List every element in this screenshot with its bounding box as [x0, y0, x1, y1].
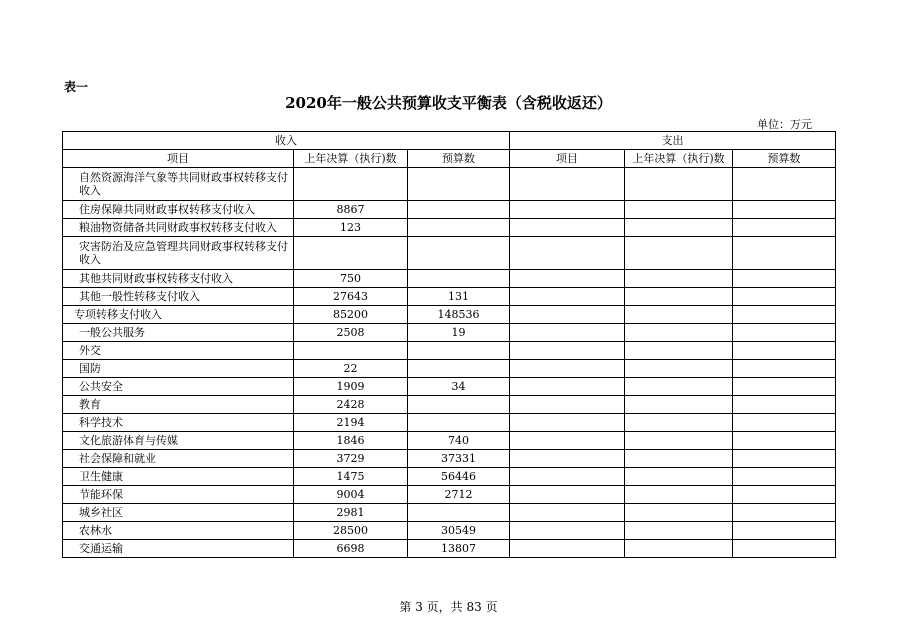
income-budget-cell: 37331 — [408, 450, 510, 468]
expense-budget-cell — [733, 219, 836, 237]
table-row — [63, 360, 836, 378]
income-item-cell: 其他共同财政事权转移支付收入 — [63, 270, 294, 288]
income-item-cell: 节能环保 — [63, 486, 294, 504]
income-prev-cell — [294, 237, 408, 270]
income-budget-cell: 2712 — [408, 486, 510, 504]
income-prev-cell: 9004 — [294, 486, 408, 504]
expense-item-cell — [510, 219, 625, 237]
income-prev-cell: 2194 — [294, 414, 408, 432]
income-budget-cell — [408, 342, 510, 360]
expense-item-cell — [510, 522, 625, 540]
table-row — [63, 540, 836, 558]
income-item-cell: 科学技术 — [63, 414, 294, 432]
income-budget-cell — [408, 237, 510, 270]
table-row — [63, 486, 836, 504]
income-budget-cell: 13807 — [408, 540, 510, 558]
income-item-cell: 城乡社区 — [63, 504, 294, 522]
income-item-cell: 专项转移支付收入 — [63, 306, 294, 324]
table-row — [63, 396, 836, 414]
income-budget-cell — [408, 504, 510, 522]
expense-prev-cell — [625, 288, 733, 306]
income-prev-cell: 2981 — [294, 504, 408, 522]
expense-budget-cell — [733, 168, 836, 201]
income-prev-header: 上年决算（执行)数 — [294, 150, 408, 168]
expense-item-cell — [510, 201, 625, 219]
section-header-row — [63, 132, 836, 150]
income-budget-cell — [408, 360, 510, 378]
income-budget-cell: 148536 — [408, 306, 510, 324]
income-prev-cell: 27643 — [294, 288, 408, 306]
income-prev-cell: 1909 — [294, 378, 408, 396]
expense-prev-cell — [625, 219, 733, 237]
income-prev-cell: 2428 — [294, 396, 408, 414]
expense-item-cell — [510, 342, 625, 360]
expense-item-cell — [510, 360, 625, 378]
expense-item-cell — [510, 324, 625, 342]
expense-prev-cell — [625, 378, 733, 396]
income-budget-cell — [408, 201, 510, 219]
expense-item-cell — [510, 237, 625, 270]
table-row — [63, 342, 836, 360]
income-prev-cell: 1846 — [294, 432, 408, 450]
expense-budget-cell — [733, 237, 836, 270]
expense-item-cell — [510, 168, 625, 201]
income-budget-cell — [408, 219, 510, 237]
income-item-cell: 社会保障和就业 — [63, 450, 294, 468]
income-item-cell: 公共安全 — [63, 378, 294, 396]
table-row — [63, 237, 836, 270]
table-row — [63, 270, 836, 288]
income-budget-cell — [408, 168, 510, 201]
income-budget-cell: 56446 — [408, 468, 510, 486]
unit-label: 单位：万元 — [757, 118, 812, 131]
expense-prev-cell — [625, 396, 733, 414]
expense-budget-cell — [733, 396, 836, 414]
table-label: 表一 — [64, 80, 89, 94]
income-budget-cell: 740 — [408, 432, 510, 450]
expense-prev-header: 上年决算（执行)数 — [625, 150, 733, 168]
income-budget-cell: 19 — [408, 324, 510, 342]
budget-table — [62, 131, 836, 558]
income-prev-cell: 750 — [294, 270, 408, 288]
income-budget-cell: 34 — [408, 378, 510, 396]
income-item-cell: 国防 — [63, 360, 294, 378]
expense-item-cell — [510, 486, 625, 504]
expense-item-header: 项目 — [510, 150, 625, 168]
income-prev-cell: 6698 — [294, 540, 408, 558]
expense-item-cell — [510, 270, 625, 288]
income-prev-cell: 8867 — [294, 201, 408, 219]
expense-budget-cell — [733, 432, 836, 450]
expense-prev-cell — [625, 504, 733, 522]
table-row — [63, 450, 836, 468]
expense-prev-cell — [625, 270, 733, 288]
expense-item-cell — [510, 540, 625, 558]
income-budget-cell: 131 — [408, 288, 510, 306]
table-row — [63, 288, 836, 306]
table-row — [63, 414, 836, 432]
expense-budget-cell — [733, 288, 836, 306]
income-item-cell: 自然资源海洋气象等共同财政事权转移支付收入 — [63, 168, 294, 201]
income-budget-cell — [408, 396, 510, 414]
expense-item-cell — [510, 288, 625, 306]
income-prev-cell: 85200 — [294, 306, 408, 324]
expense-prev-cell — [625, 432, 733, 450]
expense-budget-cell — [733, 540, 836, 558]
expense-item-cell — [510, 468, 625, 486]
income-item-cell: 灾害防治及应急管理共同财政事权转移支付收入 — [63, 237, 294, 270]
income-item-cell: 一般公共服务 — [63, 324, 294, 342]
expense-prev-cell — [625, 468, 733, 486]
expense-budget-cell — [733, 342, 836, 360]
expense-budget-cell — [733, 414, 836, 432]
column-header-row — [63, 150, 836, 168]
expense-prev-cell — [625, 486, 733, 504]
expense-budget-cell — [733, 468, 836, 486]
income-prev-cell: 3729 — [294, 450, 408, 468]
expense-item-cell — [510, 306, 625, 324]
income-item-cell: 卫生健康 — [63, 468, 294, 486]
expense-item-cell — [510, 396, 625, 414]
income-item-cell: 外交 — [63, 342, 294, 360]
table-row — [63, 201, 836, 219]
income-budget-cell — [408, 270, 510, 288]
income-header: 收入 — [63, 132, 510, 150]
expense-prev-cell — [625, 324, 733, 342]
expense-item-cell — [510, 414, 625, 432]
expense-item-cell — [510, 432, 625, 450]
expense-item-cell — [510, 504, 625, 522]
expense-prev-cell — [625, 450, 733, 468]
income-budget-header: 预算数 — [408, 150, 510, 168]
expense-prev-cell — [625, 201, 733, 219]
expense-budget-cell — [733, 522, 836, 540]
table-row — [63, 522, 836, 540]
expense-budget-cell — [733, 360, 836, 378]
expense-item-cell — [510, 378, 625, 396]
income-item-cell: 其他一般性转移支付收入 — [63, 288, 294, 306]
expense-header: 支出 — [510, 132, 836, 150]
expense-prev-cell — [625, 168, 733, 201]
table-row — [63, 504, 836, 522]
expense-prev-cell — [625, 414, 733, 432]
income-item-cell: 农林水 — [63, 522, 294, 540]
income-item-header: 项目 — [63, 150, 294, 168]
expense-prev-cell — [625, 540, 733, 558]
table-row — [63, 219, 836, 237]
expense-budget-cell — [733, 450, 836, 468]
table-row — [63, 468, 836, 486]
income-item-cell: 文化旅游体育与传媒 — [63, 432, 294, 450]
income-item-cell: 教育 — [63, 396, 294, 414]
income-prev-cell: 123 — [294, 219, 408, 237]
page-title: 2020年一般公共预算收支平衡表（含税收返还） — [285, 94, 612, 112]
expense-item-cell — [510, 450, 625, 468]
page-footer: 第 3 页，共 83 页 — [399, 600, 498, 614]
income-budget-cell — [408, 414, 510, 432]
income-item-cell: 交通运输 — [63, 540, 294, 558]
income-prev-cell — [294, 168, 408, 201]
table-row — [63, 432, 836, 450]
income-prev-cell: 28500 — [294, 522, 408, 540]
expense-prev-cell — [625, 306, 733, 324]
expense-budget-header: 预算数 — [733, 150, 836, 168]
expense-budget-cell — [733, 378, 836, 396]
expense-budget-cell — [733, 306, 836, 324]
expense-budget-cell — [733, 324, 836, 342]
income-prev-cell: 2508 — [294, 324, 408, 342]
expense-prev-cell — [625, 522, 733, 540]
table-row — [63, 324, 836, 342]
income-prev-cell: 1475 — [294, 468, 408, 486]
expense-prev-cell — [625, 342, 733, 360]
table-row — [63, 306, 836, 324]
income-budget-cell: 30549 — [408, 522, 510, 540]
table-row — [63, 168, 836, 201]
expense-budget-cell — [733, 504, 836, 522]
table-row — [63, 378, 836, 396]
income-prev-cell: 22 — [294, 360, 408, 378]
expense-budget-cell — [733, 486, 836, 504]
expense-budget-cell — [733, 201, 836, 219]
expense-prev-cell — [625, 237, 733, 270]
expense-budget-cell — [733, 270, 836, 288]
income-item-cell: 住房保障共同财政事权转移支付收入 — [63, 201, 294, 219]
income-item-cell: 粮油物资储备共同财政事权转移支付收入 — [63, 219, 294, 237]
expense-prev-cell — [625, 360, 733, 378]
income-prev-cell — [294, 342, 408, 360]
